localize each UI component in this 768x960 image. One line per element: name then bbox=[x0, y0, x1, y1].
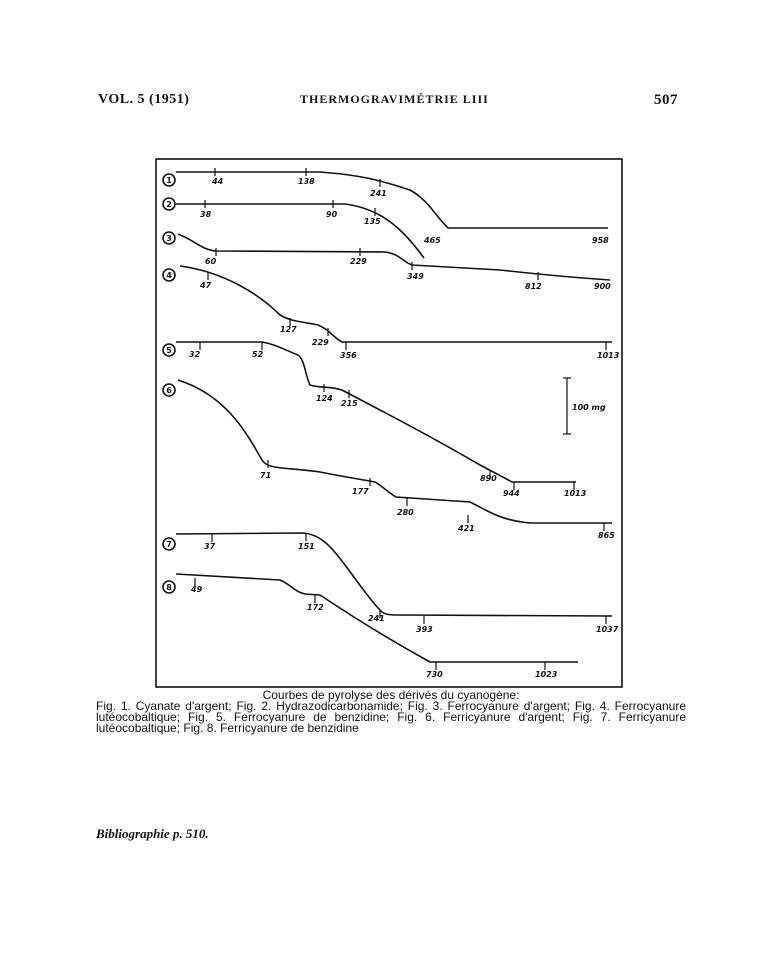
temp-label: 812 bbox=[525, 282, 542, 291]
curve-number: 5 bbox=[166, 346, 172, 355]
curve-1 bbox=[163, 168, 609, 245]
scale-bar bbox=[563, 378, 606, 434]
scale-bar-label: 100 mg bbox=[572, 403, 606, 412]
running-header-title: THERMOGRAVIMÉTRIE LIII bbox=[300, 92, 489, 106]
curve-7 bbox=[163, 533, 619, 634]
temp-label: 393 bbox=[416, 625, 433, 634]
curve-number: 1 bbox=[166, 176, 172, 185]
temp-label: 241 bbox=[370, 189, 387, 198]
temp-label: 47 bbox=[200, 281, 212, 290]
page-number: 507 bbox=[654, 92, 678, 108]
temp-label: 229 bbox=[312, 338, 329, 347]
curve-number: 8 bbox=[166, 583, 172, 592]
temp-label: 124 bbox=[316, 394, 333, 403]
temp-label: 71 bbox=[260, 471, 272, 480]
temp-label: 172 bbox=[307, 603, 324, 612]
temp-label: 151 bbox=[298, 542, 315, 551]
caption-body: Fig. 1. Cyanate d'argent; Fig. 2. Hydrazodicarbonamide; Fig. 3. Ferrocyanure d'argent; Fig. 4. Ferrocyanure lutéocobaltique; Fig. 5. Ferrocyanure de benzidine; Fig. 6. Ferricyanure d'argent; Fig. 7. Ferricyanure lutéocobaltique; Fig. 8. Ferricyanure de benzidine bbox=[96, 699, 686, 735]
curve-6 bbox=[163, 380, 615, 540]
temp-label: 958 bbox=[592, 236, 609, 245]
figure-caption bbox=[96, 690, 686, 734]
temp-label: 60 bbox=[205, 257, 217, 266]
curve-2 bbox=[163, 198, 424, 258]
curve-number: 7 bbox=[166, 540, 172, 549]
caption-title: Courbes de pyrolyse des dérivés du cyanogène: bbox=[262, 688, 520, 702]
temp-label: 890 bbox=[480, 474, 497, 483]
temp-label: 135 bbox=[364, 217, 381, 226]
temp-label: 349 bbox=[407, 272, 424, 281]
curve-number: 3 bbox=[166, 234, 172, 243]
curve-4 bbox=[163, 266, 620, 360]
temp-label: 52 bbox=[252, 350, 264, 359]
running-header-volume: VOL. 5 (1951) bbox=[98, 92, 190, 107]
temp-label: 356 bbox=[340, 351, 357, 360]
temp-label: 215 bbox=[341, 399, 358, 408]
temp-label: 138 bbox=[298, 177, 315, 186]
bibliography-reference: Bibliographie p. 510. bbox=[96, 826, 209, 841]
temp-label: 900 bbox=[594, 282, 611, 291]
temp-label: 177 bbox=[352, 487, 369, 496]
temp-label: 32 bbox=[189, 350, 201, 359]
temp-label: 49 bbox=[191, 585, 203, 594]
curve-number: 6 bbox=[166, 386, 172, 395]
temp-label: 280 bbox=[397, 508, 414, 517]
temp-label: 229 bbox=[350, 257, 367, 266]
temp-label: 1023 bbox=[535, 670, 558, 679]
temp-label: 241 bbox=[368, 614, 385, 623]
curve-number: 4 bbox=[166, 271, 172, 280]
temp-label: 465 bbox=[424, 236, 441, 245]
temp-label: 730 bbox=[426, 670, 443, 679]
temp-label: 127 bbox=[280, 325, 297, 334]
temp-label: 90 bbox=[326, 210, 338, 219]
curve-number: 2 bbox=[166, 200, 172, 209]
temp-label: 421 bbox=[458, 524, 475, 533]
temp-label: 1013 bbox=[597, 351, 620, 360]
temp-label: 38 bbox=[200, 210, 212, 219]
temp-label: 1037 bbox=[596, 625, 619, 634]
curve-5 bbox=[163, 342, 587, 498]
temp-label: 1013 bbox=[564, 489, 587, 498]
temp-label: 944 bbox=[503, 489, 520, 498]
curve-3 bbox=[163, 232, 611, 291]
temp-label: 865 bbox=[598, 531, 615, 540]
temp-label: 44 bbox=[212, 177, 224, 186]
figure-frame bbox=[156, 159, 622, 687]
curve-8 bbox=[163, 574, 578, 679]
temp-label: 37 bbox=[204, 542, 216, 551]
